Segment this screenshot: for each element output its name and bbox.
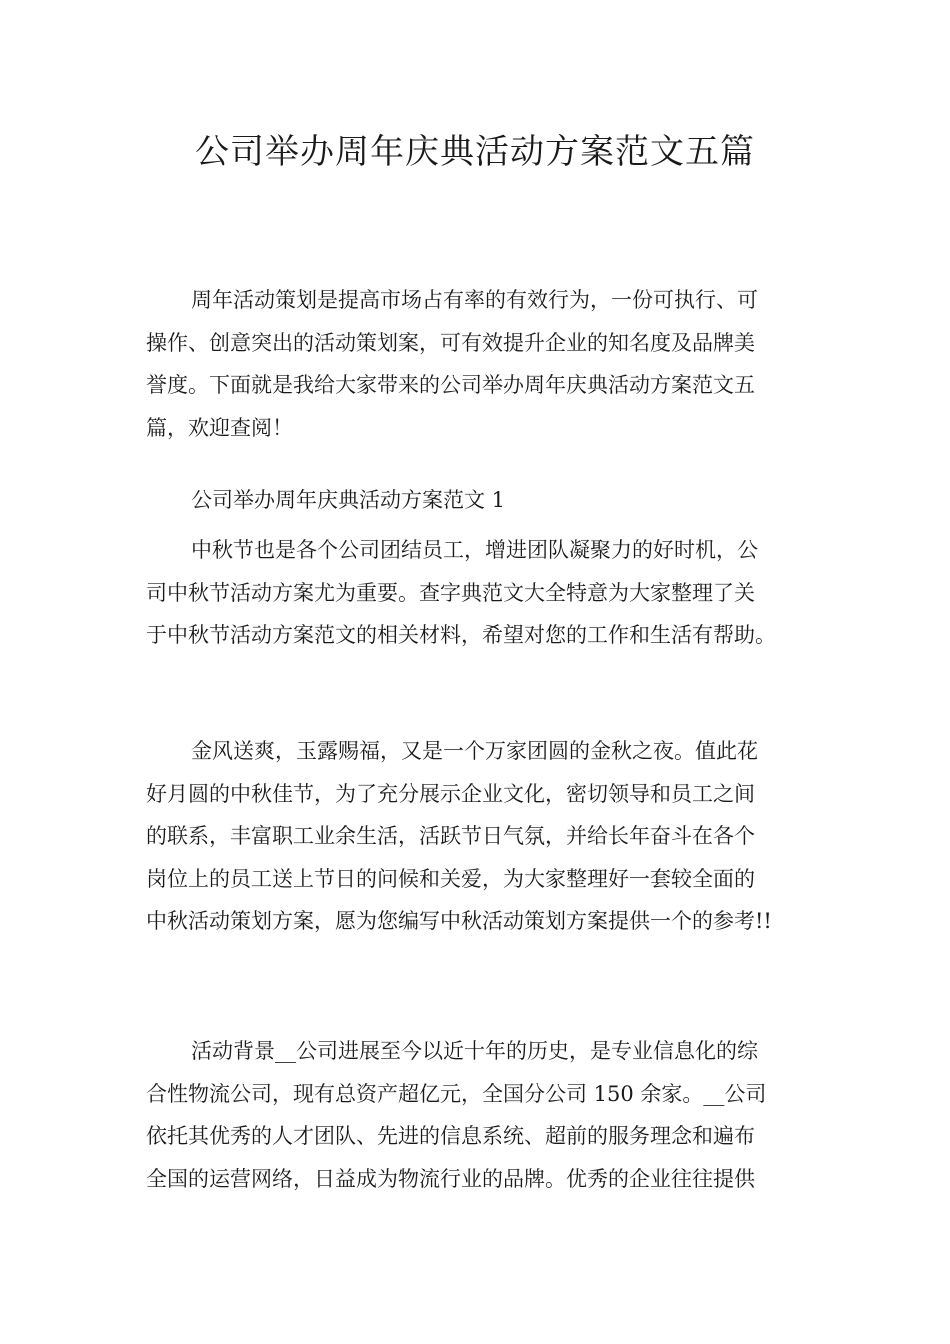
body-paragraph (146, 1030, 821, 1200)
text-line: 中秋活动策划方案，愿为您编写中秋活动策划方案提供一个的参考!! (146, 909, 772, 933)
text-line: 操作、创意突出的活动策划案，可有效提升企业的知名度及品牌美 (146, 330, 755, 355)
text-line: 周年活动策划是提高市场占有率的有效行为，一份可执行、可 (191, 288, 758, 312)
text-line: 依托其优秀的人才团队、先进的信息系统、超前的服务理念和遍布 (146, 1124, 755, 1148)
text-line: 岗位上的员工送上节日的问候和关爱，为大家整理好一套较全面的 (146, 866, 755, 891)
text-line: 誉度。下面就是我给大家带来的公司举办周年庆典活动方案范文五 (146, 373, 755, 397)
text-line: 活动背景__公司进展至今以近十年的历史，是专业信息化的综 (191, 1039, 758, 1063)
text-line: 合性物流公司，现有总资产超亿元，全国分公司 150 余家。__公司 (146, 1081, 767, 1106)
text-line: 金风送爽，玉露赐福，又是一个万家团圆的金秋之夜。值此花 (191, 739, 758, 763)
section-heading (146, 479, 821, 522)
text-line: 中秋节也是各个公司团结员工，增进团队凝聚力的好时机，公 (191, 538, 758, 562)
intro-paragraph (146, 279, 821, 449)
body-paragraph (146, 730, 821, 943)
body-paragraph (146, 529, 821, 657)
text-line: 司中秋节活动方案尤为重要。查字典范文大全特意为大家整理了关 (146, 580, 755, 605)
text-line: 公司举办周年庆典活动方案范文 1 (191, 488, 506, 512)
text-line: 于中秋节活动方案范文的相关材料，希望对您的工作和生活有帮助。 (146, 623, 776, 647)
text-line: 好月圆的中秋佳节，为了充分展示企业文化，密切领导和员工之间 (146, 781, 755, 806)
text-line: 的联系，丰富职工业余生活，活跃节日气氛，并给长年奋斗在各个 (146, 824, 755, 848)
text-line: 全国的运营网络，日益成为物流行业的品牌。优秀的企业往往提供 (146, 1166, 755, 1191)
text-line: 篇，欢迎查阅！ (146, 415, 293, 440)
document-title: 公司举办周年庆典活动方案范文五篇 (195, 132, 755, 172)
